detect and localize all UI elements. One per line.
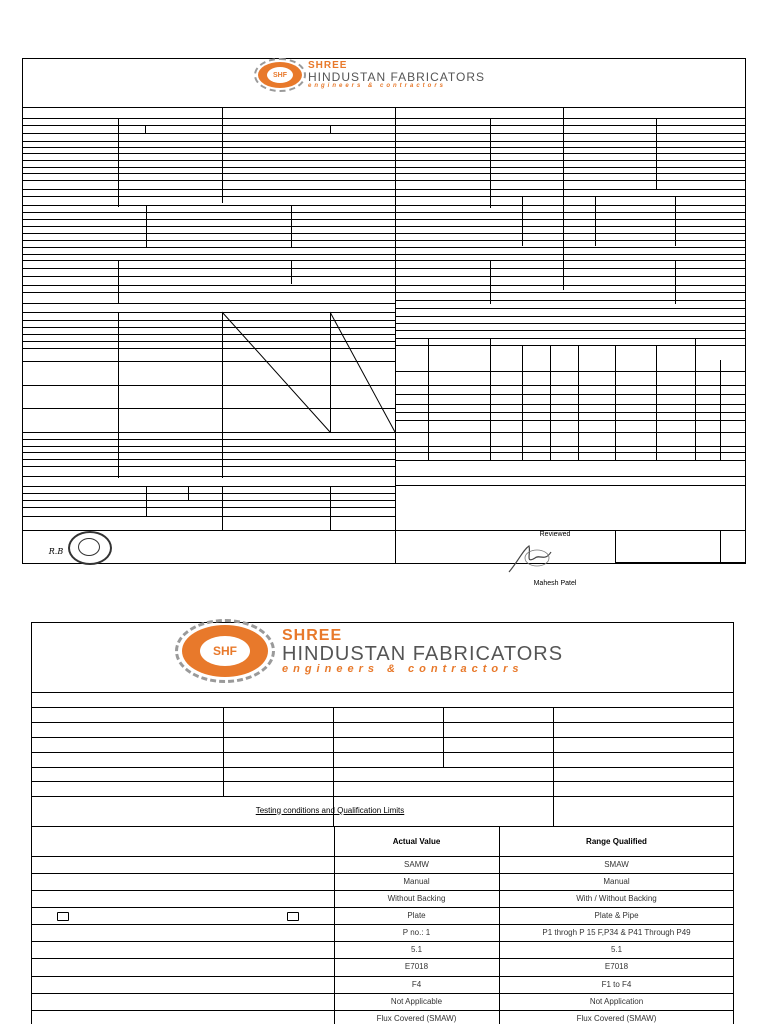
- grid-line: [31, 707, 734, 708]
- grid-line: [223, 707, 224, 796]
- grid-line: [31, 826, 734, 827]
- actual-value-cell: SAMW: [404, 860, 429, 869]
- company-logo-large: [182, 625, 563, 677]
- range-qualified-cell: Flux Covered (SMAW): [576, 1014, 657, 1023]
- reviewer-name: Mahesh Patel: [533, 579, 577, 587]
- actual-value-cell: Flux Covered (SMAW): [376, 1014, 457, 1023]
- logo-shree-text: SHREE: [308, 60, 348, 71]
- grid-line: [31, 767, 734, 768]
- grid-line: [443, 707, 444, 767]
- range-qualified-cell: 5.1: [610, 945, 623, 954]
- grid-line: [31, 752, 734, 753]
- actual-value-cell: P no.: 1: [402, 928, 431, 937]
- range-qualified-cell: With / Without Backing: [576, 894, 657, 903]
- col-header-actual: Actual Value: [392, 836, 441, 846]
- checkbox-plate[interactable]: [57, 912, 69, 921]
- col-header-range: Range Qualified: [586, 836, 647, 846]
- grid-line: [31, 692, 734, 693]
- grid-line: [31, 796, 734, 797]
- logo-company-name-large: HINDUSTAN FABRICATORS: [282, 642, 564, 665]
- stamp-inner-icon: [78, 538, 100, 556]
- logo-shree-text-large: SHREE: [282, 626, 343, 644]
- signature-icon: [505, 540, 555, 576]
- range-qualified-cell: SMAW: [604, 860, 629, 869]
- actual-value-cell: Plate: [407, 911, 426, 920]
- grid-line: [31, 722, 734, 723]
- grid-line: [31, 737, 734, 738]
- range-qualified-cell: F1 to F4: [601, 980, 632, 989]
- logo-tagline: engineers & contractors: [308, 83, 447, 89]
- actual-value-cell: F4: [411, 980, 422, 989]
- range-qualified-cell: E7018: [604, 962, 629, 971]
- stamp-initials: R.B: [48, 546, 64, 556]
- actual-value-cell: Without Backing: [387, 894, 446, 903]
- qualification-title: Testing conditions and Qualification Limits: [255, 805, 405, 815]
- actual-value-cell: Manual: [403, 877, 430, 886]
- grid-line: [553, 707, 554, 826]
- range-qualified-cell: Manual: [603, 877, 630, 886]
- actual-value-cell: 5.1: [410, 945, 423, 954]
- grid-line: [31, 781, 734, 782]
- actual-value-cell: E7018: [404, 962, 429, 971]
- logo-tagline-large: engineers & contractors: [282, 662, 524, 675]
- reviewed-label: Reviewed: [539, 530, 571, 538]
- gear-icon-large: SHF: [182, 625, 268, 677]
- actual-value-cell: Not Applicable: [390, 997, 443, 1006]
- range-qualified-cell: Plate & Pipe: [594, 911, 639, 920]
- logo-company-name: HINDUSTAN FABRICATORS: [308, 70, 486, 84]
- checkbox-pipe[interactable]: [287, 912, 299, 921]
- gear-icon: SHF: [258, 62, 302, 88]
- range-qualified-cell: Not Application: [589, 997, 644, 1006]
- range-qualified-cell: P1 throgh P 15 F,P34 & P41 Through P49: [542, 928, 691, 937]
